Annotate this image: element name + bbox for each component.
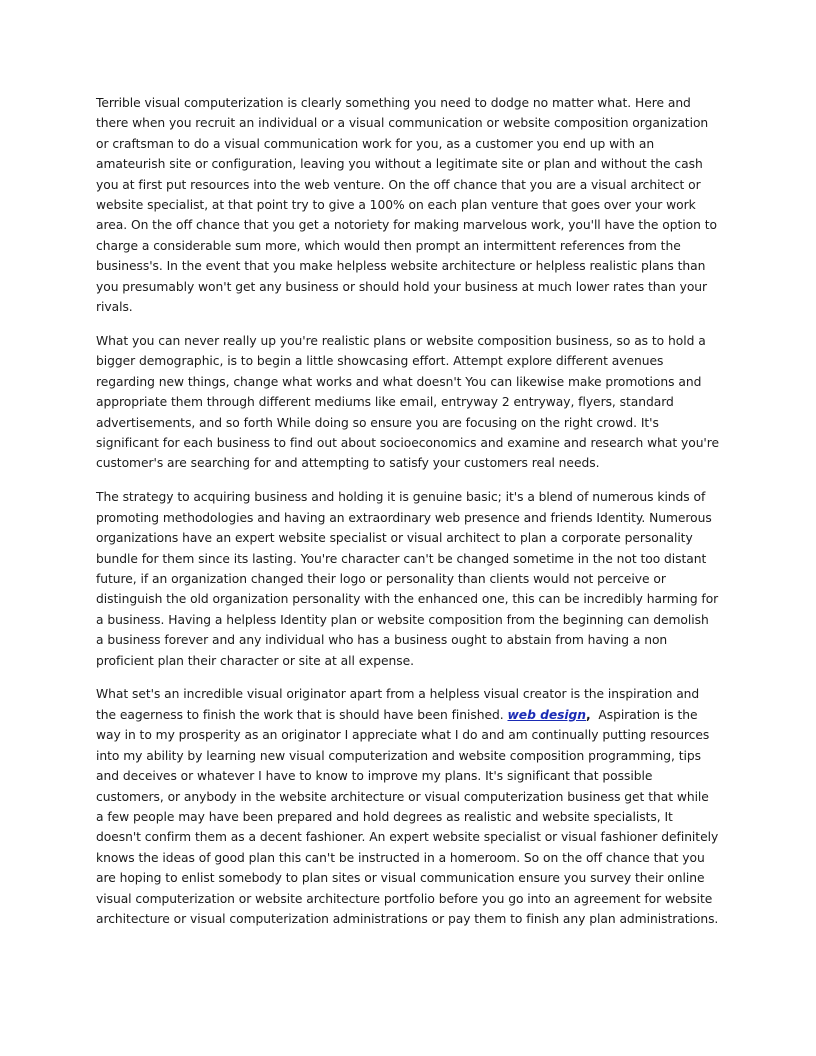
paragraph-4 <box>96 684 723 929</box>
paragraph-4-text-before-link: What set's an incredible visual originator apart from a helpless visual creator is the inspiration and the eagerness to finish the work that is should have been finished. <box>96 687 700 722</box>
web-design-link[interactable]: web design <box>507 707 587 722</box>
link-comma: , <box>586 707 591 722</box>
paragraph-2: What you can never really up you're realistic plans or website composition business, so as to hold a bigger demographic, is to begin a little showcasing effort. Attempt explore different avenues regarding new things, change what works and what doesn't You can likewise make promotions and appropriate them through different mediums like email, entryway 2 entryway, flyers, standard advertisements, and so forth While doing so ensure you are focusing on the right crowd. It's significant for each business to find out about socioeconomics and examine and research what you're customer's are searching for and attempting to satisfy your customers real needs. <box>96 333 720 471</box>
paragraph-3: The strategy to acquiring business and holding it is genuine basic; it's a blend of numerous kinds of promoting methodologies and having an extraordinary web presence and friends Identity. Numerous organizations have an expert website specialist or visual architect to plan a corporate personality bundle for them since its lasting. You're character can't be changed sometime in the not too distant future, if an organization changed their logo or personality than clients would not perceive or distinguish the old organization personality with the enhanced one, this can be incredibly harming for a business. Having a helpless Identity plan or website composition from the beginning can demolish a business forever and any individual who has a business ought to abstain from having a non proficient plan their character or site at all expense. <box>96 490 719 668</box>
document-page <box>96 93 723 943</box>
paragraph-4-text-after-link: Aspiration is the way in to my prosperity as an originator I appreciate what I do and am continually putting resources into my ability by learning new visual computerization and website composition programming, tips and deceives or whatever I have to know to improve my plans. It's significant that possible customers, or anybody in the website architecture or visual computerization business get that while a few people may have been prepared and hold degrees as realistic and website specialists, It doesn't confirm them as a decent fashioner. An expert website specialist or visual fashioner definitely knows the ideas of good plan this can't be instructed in a homeroom. So on the off chance that you are hoping to enlist somebody to plan sites or visual communication ensure you survey their online visual computerization or website architecture portfolio before you go into an agreement for website architecture or visual computerization administrations or pay them to finish any plan administrations. <box>96 707 723 926</box>
paragraph-1: Terrible visual computerization is clearly something you need to dodge no matter what. Here and there when you recruit an individual or a visual communication or website composition organization or craftsman to do a visual communication work for you, as a customer you end up with an amateurish site or configuration, leaving you without a legitimate site or plan and without the cash you at first put resources into the web venture. On the off chance that you are a visual architect or website specialist, at that point try to give a 100% on each plan venture that goes over your work area. On the off chance that you get a notoriety for making marvelous work, you'll have the option to charge a considerable sum more, which would then prompt an intermittent references from the business's. In the event that you make helpless website architecture or helpless realistic plans than you presumably won't get any business or should hold your business at much lower rates than your rivals. <box>96 96 717 315</box>
